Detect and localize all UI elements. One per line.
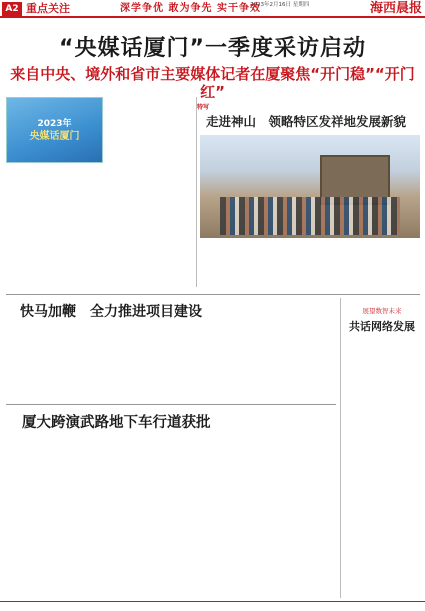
side-divider (340, 298, 341, 598)
feature-col1 (200, 248, 270, 288)
story3-headline: 厦大跨演武路地下车行道获批 (22, 415, 211, 431)
feature-headline: 走进神山 领略特区发祥地发展新貌 (206, 114, 407, 129)
section-title: 重点关注 (26, 2, 70, 15)
story2-col1 (6, 326, 110, 398)
story2-col2 (115, 326, 219, 398)
lead-headline: “央媒话厦门”一季度采访启动 (59, 36, 366, 61)
side-story-text (345, 336, 419, 594)
newspaper-logo: 海西晨报 (369, 1, 422, 16)
feature-col2 (275, 248, 345, 288)
masthead-bar (0, 0, 425, 18)
lead-subhead: 来自中央、境外和省市主要媒体记者在厦聚焦“开门稳”“开门红” (10, 65, 415, 101)
feature-badge: 特写 (197, 104, 210, 111)
side-headline: 共话网络发展 (349, 320, 415, 333)
section-divider (6, 294, 420, 295)
story2-headline: 快马加鞭 全力推进项目建设 (20, 304, 202, 320)
feature-photo (200, 135, 420, 238)
side-banner (345, 306, 419, 334)
masthead-slogan: 深学争优 敢为争先 实干争效 (120, 3, 261, 14)
lead-graphic-year: 2023年 (37, 119, 72, 129)
page-footer (0, 601, 425, 611)
feature-col3 (350, 248, 420, 288)
page-number-tag: A2 (2, 2, 22, 16)
story2-col3 (224, 326, 334, 398)
story3-col1 (6, 438, 84, 596)
section-divider-2 (6, 404, 336, 405)
lead-graphic-title: 央媒话厦门 (29, 131, 80, 142)
side-kicker: 展望数智未来 (362, 307, 402, 315)
story3-col3 (172, 438, 250, 596)
column-divider (196, 97, 197, 287)
lead-graphic (6, 97, 103, 163)
lead-story-col2 (108, 97, 192, 287)
photo-crowd (220, 197, 400, 235)
story3-col4 (255, 438, 335, 596)
story3-col2 (89, 438, 167, 596)
feature-byline (350, 283, 420, 291)
date-info: 2023年2月16日 星期四 (250, 2, 310, 8)
lead-story-col1 (6, 166, 103, 287)
